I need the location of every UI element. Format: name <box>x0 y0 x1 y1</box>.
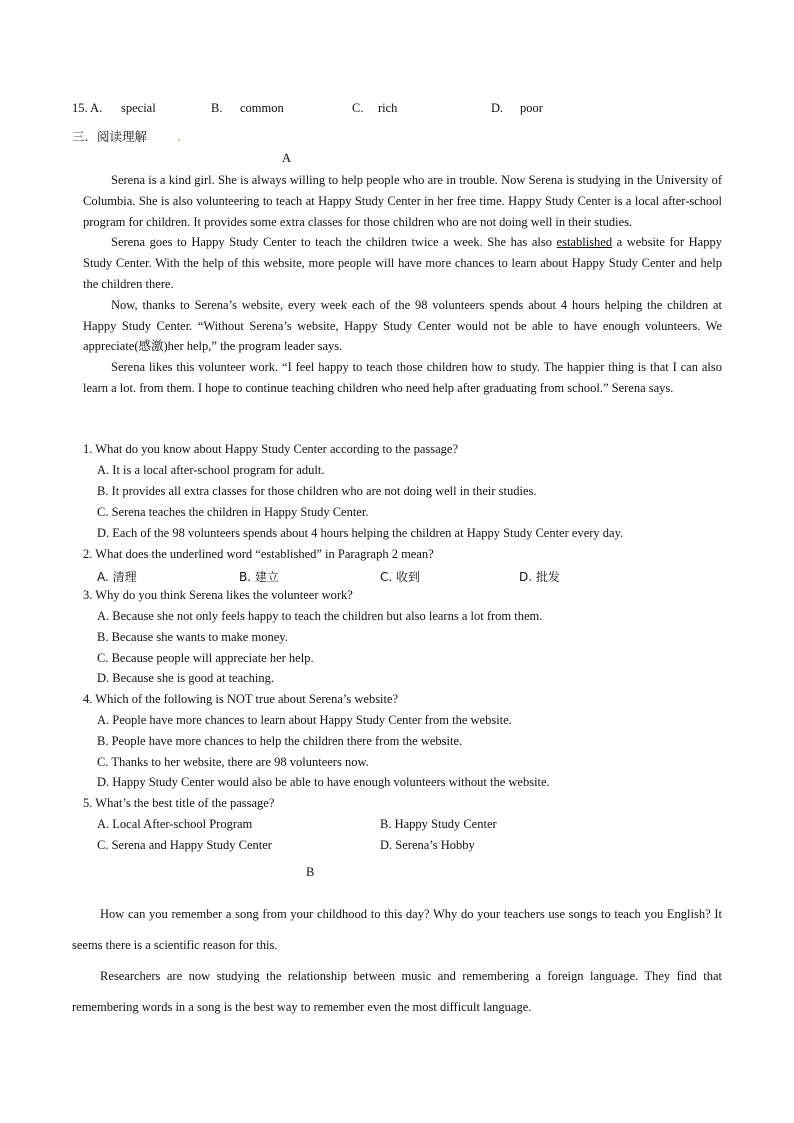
q15-option-b: common <box>240 101 284 115</box>
question-4-option-c: C. Thanks to her website, there are 98 volunteers now. <box>97 755 369 769</box>
q15-option-d: poor <box>520 101 543 115</box>
section-title <box>72 127 181 145</box>
question-2-option-a: A. 清理 <box>97 570 137 584</box>
paragraph-2-text-before: Serena goes to Happy Study Center to teach the children twice a week. She has also <box>111 235 557 250</box>
q15-option-c: rich <box>378 101 398 115</box>
passage-a-label: A <box>282 151 292 165</box>
passage-a-paragraph-2 <box>83 232 722 294</box>
question-2-option-c: C. 收到 <box>380 570 421 584</box>
section-title-text: 三．阅读理解 <box>72 129 148 144</box>
passage-a-paragraph-1: Serena is a kind girl. She is always willing to help people who are in trouble. Now Serena is studying in the University of Columbia. She is also volunteering to teach at Happy Study Center in her free time. Happy Study Center is a local after-school program for children. It provides some extra classes for those children who are not doing well in their studies. <box>83 173 722 229</box>
paragraph-2-text-after: a website for Happy Study Center. With the help of this website, more people will have more chances to learn about Happy Study Center and help the children there. <box>83 235 722 291</box>
question-3-option-b: B. Because she wants to make money. <box>97 630 288 644</box>
underlined-word: established <box>556 235 613 250</box>
question-4-stem: 4. Which of the following is NOT true about Serena’s website? <box>83 692 399 706</box>
passage-b <box>72 899 722 1023</box>
passage-a-paragraph-3: Now, thanks to Serena’s website, every week each of the 98 volunteers spends about 4 hours helping the children at Happy Study Center. “Without Serena’s website, Happy Study Center would not be able to have enough volunteers. We appreciate(感激)her help,” the program leader says. <box>83 297 722 354</box>
passage-b-label: B <box>306 865 315 879</box>
passage-b-paragraph-1: How can you remember a song from your childhood to this day? Why do your teachers use songs to teach you English? It seems there is a scientific reason for this. <box>72 907 722 952</box>
question-2-option-d: D. 批发 <box>519 570 560 584</box>
section-title-dot: . <box>177 129 181 144</box>
question-1-option-b: B. It provides all extra classes for those children who are not doing well in their studies. <box>97 484 537 498</box>
question-3-option-a: A. Because she not only feels happy to teach the children but also learns a lot from them. <box>97 609 543 623</box>
question-1-option-a: A. It is a local after-school program for adult. <box>97 463 325 477</box>
question-2-option-b: B. 建立 <box>239 570 279 584</box>
passage-a <box>83 170 722 399</box>
question-3-stem: 3. Why do you think Serena likes the volunteer work? <box>83 588 353 602</box>
q15-option-a: special <box>121 101 156 115</box>
q15-option-c-label: C. <box>352 101 364 115</box>
q15-number: 15. A. <box>72 101 103 115</box>
question-3-option-c: C. Because people will appreciate her help. <box>97 651 314 665</box>
question-5-option-c: C. Serena and Happy Study Center <box>97 838 272 852</box>
question-2-stem: 2. What does the underlined word “established” in Paragraph 2 mean? <box>83 547 434 561</box>
question-5-option-a: A. Local After-school Program <box>97 817 253 831</box>
q15-option-b-label: B. <box>211 101 223 115</box>
passage-a-paragraph-4: Serena likes this volunteer work. “I feel happy to teach those children how to study. The happier thing is that I can also learn a lot. from them. I hope to continue teaching children who need help after graduating from school.” Serena says. <box>83 360 722 395</box>
question-4-option-b: B. People have more chances to help the children there from the website. <box>97 734 463 748</box>
q15-option-d-label: D. <box>491 101 504 115</box>
question-3-option-d: D. Because she is good at teaching. <box>97 671 275 685</box>
question-5-option-d: D. Serena’s Hobby <box>380 838 475 852</box>
question-4-option-a: A. People have more chances to learn about Happy Study Center from the website. <box>97 713 512 727</box>
question-4-option-d: D. Happy Study Center would also be able to have enough volunteers without the website. <box>97 775 550 789</box>
question-1-option-c: C. Serena teaches the children in Happy Study Center. <box>97 505 369 519</box>
question-1-option-d: D. Each of the 98 volunteers spends about 4 hours helping the children at Happy Study Center every day. <box>97 526 624 540</box>
question-1-stem: 1. What do you know about Happy Study Center according to the passage? <box>83 442 459 456</box>
question-5-stem: 5. What’s the best title of the passage? <box>83 796 275 810</box>
question-5-option-b: B. Happy Study Center <box>380 817 497 831</box>
passage-b-paragraph-2: Researchers are now studying the relationship between music and remembering a foreign language. They find that remembering words in a song is the best way to remember even the most difficult language. <box>72 969 722 1014</box>
